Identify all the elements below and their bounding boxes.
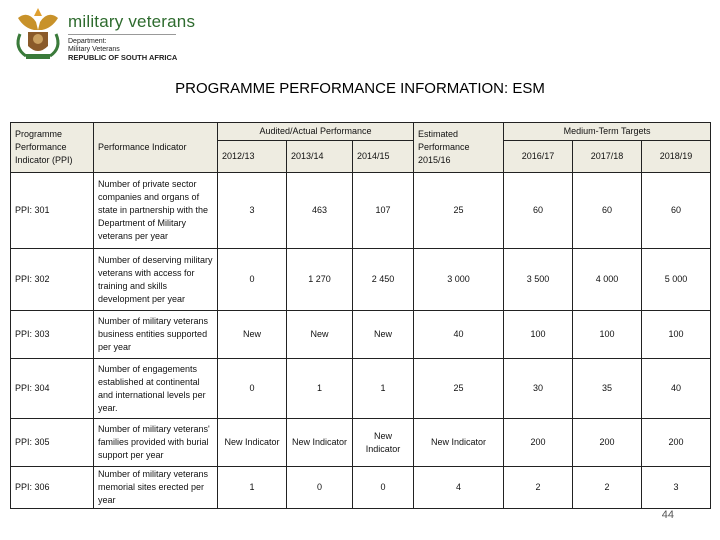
page-title: PROGRAMME PERFORMANCE INFORMATION: ESM <box>175 80 545 97</box>
value-cell: 2 <box>504 467 573 509</box>
value-cell: 3 500 <box>504 249 573 311</box>
value-cell: 60 <box>504 173 573 249</box>
value-cell: New Indicator <box>414 419 504 467</box>
value-cell: 1 270 <box>287 249 353 311</box>
indicator-cell: Number of military veterans memorial sites erected per year <box>94 467 218 509</box>
header-ppi: Programme Performance Indicator (PPI) <box>11 123 94 173</box>
header-year: 2014/15 <box>353 141 414 173</box>
performance-table <box>10 122 711 509</box>
header-year: 2013/14 <box>287 141 353 173</box>
value-cell: New <box>353 311 414 359</box>
value-cell: 3 <box>642 467 711 509</box>
header-audited: Audited/Actual Performance <box>218 123 414 141</box>
value-cell: 1 <box>287 359 353 419</box>
value-cell: 25 <box>414 173 504 249</box>
table-row <box>11 173 711 249</box>
header-mtef: Medium-Term Targets <box>504 123 711 141</box>
header-year: 2012/13 <box>218 141 287 173</box>
value-cell: 0 <box>287 467 353 509</box>
value-cell: 30 <box>504 359 573 419</box>
header-estimated: Estimated Performance 2015/16 <box>414 123 504 173</box>
table-row <box>11 249 711 311</box>
indicator-cell: Number of military veterans' families provided with burial support per year <box>94 419 218 467</box>
ppi-cell: PPI: 306 <box>11 467 94 509</box>
value-cell: 2 450 <box>353 249 414 311</box>
value-cell: 1 <box>353 359 414 419</box>
ppi-cell: PPI: 302 <box>11 249 94 311</box>
value-cell: New <box>287 311 353 359</box>
value-cell: 4 000 <box>573 249 642 311</box>
value-cell: New Indicator <box>287 419 353 467</box>
value-cell: 0 <box>353 467 414 509</box>
value-cell: New <box>218 311 287 359</box>
coat-of-arms-logo <box>12 4 64 62</box>
value-cell: 5 000 <box>642 249 711 311</box>
table-row <box>11 419 711 467</box>
header-year: 2017/18 <box>573 141 642 173</box>
value-cell: 2 <box>573 467 642 509</box>
page-number: 44 <box>661 509 674 521</box>
value-cell: 1 <box>218 467 287 509</box>
value-cell: New Indicator <box>218 419 287 467</box>
brand-name: military veterans <box>68 12 196 31</box>
table-row <box>11 359 711 419</box>
ppi-cell: PPI: 304 <box>11 359 94 419</box>
brand-block <box>68 12 195 63</box>
brand-sub-3: REPUBLIC OF SOUTH AFRICA <box>68 53 178 62</box>
indicator-cell: Number of military veterans business entities supported per year <box>94 311 218 359</box>
value-cell: 60 <box>642 173 711 249</box>
ppi-cell: PPI: 301 <box>11 173 94 249</box>
value-cell: 100 <box>573 311 642 359</box>
header-year: 2018/19 <box>642 141 711 173</box>
value-cell: 100 <box>642 311 711 359</box>
indicator-cell: Number of deserving military veterans with access for training and skills development per year <box>94 249 218 311</box>
table-row <box>11 467 711 509</box>
value-cell: 0 <box>218 359 287 419</box>
header-year: 2016/17 <box>504 141 573 173</box>
value-cell: 107 <box>353 173 414 249</box>
value-cell: 40 <box>642 359 711 419</box>
value-cell: 100 <box>504 311 573 359</box>
ppi-cell: PPI: 305 <box>11 419 94 467</box>
value-cell: 60 <box>573 173 642 249</box>
value-cell: 463 <box>287 173 353 249</box>
brand-sub-1: Department: <box>68 38 107 45</box>
brand-sub-2: Military Veterans <box>68 46 120 53</box>
value-cell: 200 <box>642 419 711 467</box>
value-cell: 200 <box>504 419 573 467</box>
value-cell: 3 <box>218 173 287 249</box>
value-cell: 25 <box>414 359 504 419</box>
header-indicator: Performance Indicator <box>94 123 218 173</box>
value-cell: New Indicator <box>353 419 414 467</box>
table-row <box>11 311 711 359</box>
value-cell: 200 <box>573 419 642 467</box>
indicator-cell: Number of private sector companies and organs of state in partnership with the Department of Military veterans per year <box>94 173 218 249</box>
value-cell: 40 <box>414 311 504 359</box>
brand-divider <box>68 34 176 35</box>
value-cell: 0 <box>218 249 287 311</box>
value-cell: 3 000 <box>414 249 504 311</box>
value-cell: 35 <box>573 359 642 419</box>
indicator-cell: Number of engagements established at continental and international levels per year. <box>94 359 218 419</box>
value-cell: 4 <box>414 467 504 509</box>
ppi-cell: PPI: 303 <box>11 311 94 359</box>
